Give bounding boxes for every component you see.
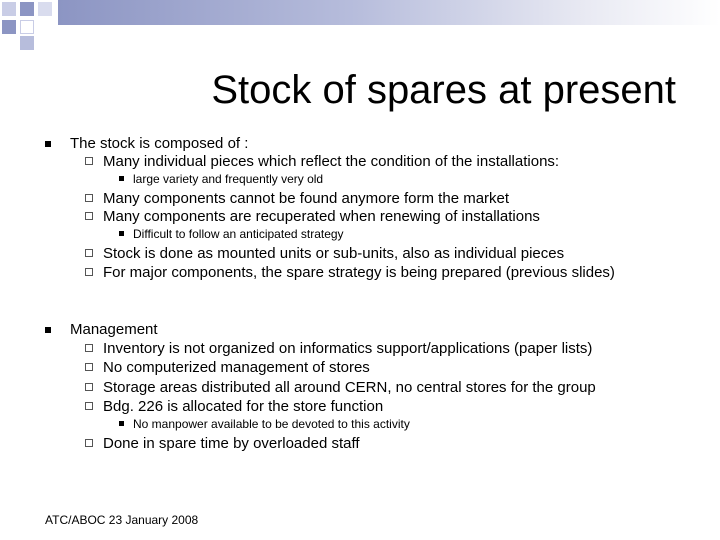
- bullet-text: No manpower available to be devoted to this activity: [133, 417, 410, 431]
- bullet-text: Inventory is not organized on informatics support/applications (paper lists): [103, 340, 593, 357]
- bullet-text: Bdg. 226 is allocated for the store function: [103, 398, 384, 415]
- decorative-squares: [0, 0, 58, 50]
- footer-text: ATC/ABOC 23 January 2008: [45, 513, 199, 527]
- bullet-hollow-square-icon: [85, 212, 93, 220]
- deco-square: [2, 20, 16, 34]
- deco-square: [2, 2, 16, 16]
- bullet-hollow-square-icon: [85, 383, 93, 391]
- bullet-text: Many individual pieces which reflect the condition of the installations:: [103, 153, 560, 170]
- bullet-small-square-icon: [119, 176, 124, 181]
- bullet-hollow-square-icon: [85, 402, 93, 410]
- bullet-text: Done in spare time by overloaded staff: [103, 435, 360, 452]
- bullet-text: Many components cannot be found anymore form the market: [103, 190, 510, 207]
- bullet-small-square-icon: [119, 231, 124, 236]
- bullet-text: For major components, the spare strategy is being prepared (previous slides): [103, 264, 615, 281]
- deco-square: [20, 20, 34, 34]
- bullet-text: Stock is done as mounted units or sub-units, also as individual pieces: [103, 245, 565, 262]
- deco-square: [20, 36, 34, 50]
- bullet-text: Many components are recuperated when renewing of installations: [103, 208, 540, 225]
- bullet-text: Management: [70, 321, 158, 338]
- slide-title: Stock of spares at present: [211, 68, 676, 112]
- deco-square: [38, 2, 52, 16]
- bullet-text: large variety and frequently very old: [133, 172, 324, 186]
- bullet-hollow-square-icon: [85, 363, 93, 371]
- bullet-text: Storage areas distributed all around CERN, no central stores for the group: [103, 379, 596, 396]
- bullet-hollow-square-icon: [85, 439, 93, 447]
- bullet-hollow-square-icon: [85, 194, 93, 202]
- bullet-hollow-square-icon: [85, 157, 93, 165]
- bullet-hollow-square-icon: [85, 268, 93, 276]
- bullet-hollow-square-icon: [85, 249, 93, 257]
- deco-square: [20, 2, 34, 16]
- bullet-hollow-square-icon: [85, 344, 93, 352]
- bullet-text: Difficult to follow an anticipated strategy: [133, 227, 344, 241]
- bullet-square-icon: [45, 327, 51, 333]
- bullet-small-square-icon: [119, 421, 124, 426]
- header-gradient-bar: [58, 0, 720, 25]
- bullet-text: No computerized management of stores: [103, 359, 370, 376]
- bullet-square-icon: [45, 141, 51, 147]
- bullet-text: The stock is composed of :: [70, 135, 249, 152]
